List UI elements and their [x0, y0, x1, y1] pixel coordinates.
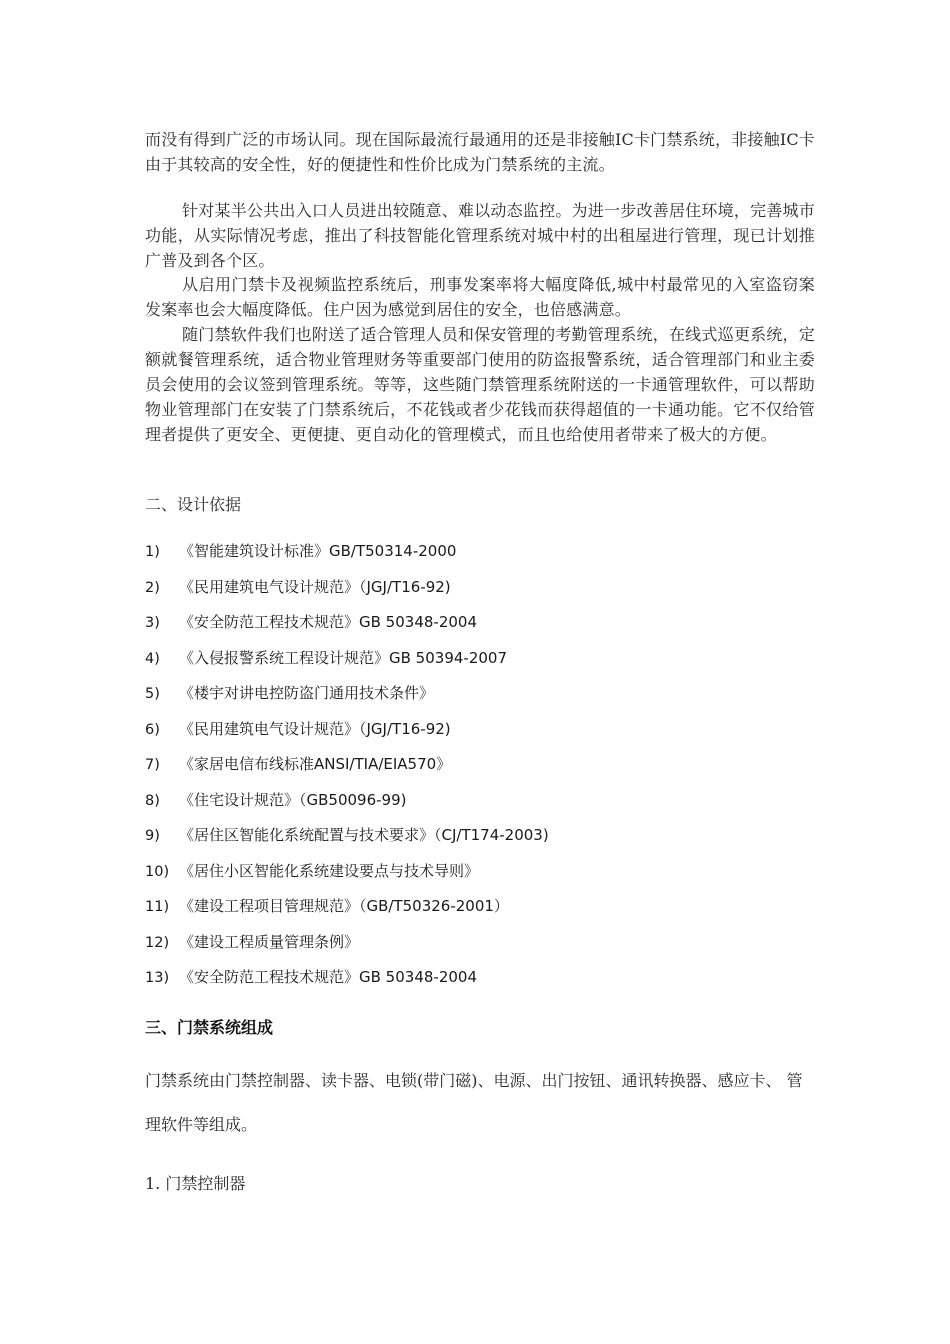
list-item-number: 10): [145, 863, 170, 880]
list-item-number: 12): [145, 934, 170, 951]
list-item-text: 《建设工程质量管理条例》: [179, 932, 360, 951]
list-item-text: 《智能建筑设计标准》GB/T50314-2000: [179, 542, 457, 560]
intro-paragraph-4: 随门禁软件我们也附送了适合管理人员和保安管理的考勤管理系统，在线式巡更系统，定额就餐管理系统，适合物业管理财务等重要部门使用的防盗报警系统，适合管理部门和业主委员会使用的会议签到管理系统。等等，这些随门禁管理系统附送的一卡通管理软件，可以帮助物业管理部门在安装了门禁系统后，不花钱或者少花钱而获得超值的一卡通功能。它不仅给管理者提供了更安全、更便捷、更自动化的管理模式，而且也给使用者带来了极大的方便。: [145, 325, 815, 444]
list-item-text: 《安全防范工程技术规范》GB 50348-2004: [179, 968, 477, 986]
list-item: [145, 824, 825, 860]
list-item-number: 13): [145, 970, 170, 986]
list-item: [145, 611, 825, 647]
section-heading-design-basis: 二、设计依据: [145, 495, 242, 514]
reference-standards-list: [145, 540, 825, 1002]
list-item: [145, 718, 825, 754]
intro-paragraph-3: 从启用门禁卡及视频监控系统后，刑事发案率将大幅度降低,城中村最常见的入室盗窃案发案率也会大幅度降低。住户因为感觉到居住的安全，也倍感满意。: [145, 275, 815, 319]
list-item-text: 《民用建筑电气设计规范》（JGJ/T16-92): [179, 719, 451, 738]
list-item-text: 《楼宇对讲电控防盗门通用技术条件》: [179, 684, 435, 702]
list-item: [145, 966, 825, 1002]
list-item: [145, 753, 825, 789]
list-item: [145, 895, 825, 931]
list-item: [145, 789, 825, 825]
list-item-text: 《居住小区智能化系统建设要点与技术导则》: [179, 861, 480, 880]
list-item-text: 《入侵报警系统工程设计规范》GB 50394-2007: [179, 648, 507, 667]
list-item-text: 《住宅设计规范》（GB50096-99): [179, 790, 407, 809]
list-item-number: 3): [145, 615, 160, 631]
list-item-number: 8): [145, 792, 160, 809]
list-item-text: 《安全防范工程技术规范》GB 50348-2004: [179, 613, 477, 631]
list-item-text: 《居住区智能化系统配置与技术要求》（CJ/T174-2003): [179, 826, 549, 844]
list-item: [145, 860, 825, 896]
system-composition-paragraph: 门禁系统由门禁控制器、读卡器、电锁(带门磁)、电源、出门按钮、通讯转换器、感应卡、 管理软件等组成。: [145, 1071, 803, 1134]
list-item: [145, 576, 825, 612]
section-heading-system-composition: 三、门禁系统组成: [145, 1018, 274, 1037]
subheading-door-controller: 1. 门禁控制器: [145, 1174, 246, 1193]
list-item-number: 7): [145, 757, 160, 773]
list-item: [145, 931, 825, 967]
list-item-number: 1): [145, 544, 160, 560]
list-item-text: 《建设工程项目管理规范》（GB/T50326-2001）: [179, 897, 509, 915]
list-item-number: 9): [145, 828, 160, 844]
list-item: [145, 647, 825, 683]
list-item-text: 《民用建筑电气设计规范》（JGJ/T16-92): [179, 577, 451, 596]
list-item-number: 6): [145, 721, 160, 738]
intro-paragraph-1: 而没有得到广泛的市场认同。现在国际最流行最通用的还是非接触IC卡门禁系统，非接触IC卡由于其较高的安全性，好的便捷性和性价比成为门禁系统的主流。: [145, 130, 815, 174]
intro-paragraph-2: 针对某半公共出入口人员进出较随意、难以动态监控。为进一步改善居住环境，完善城市功能，从实际情况考虑，推出了科技智能化管理系统对城中村的出租屋进行管理，现已计划推广普及到各个区。: [145, 201, 815, 270]
list-item-number: 11): [145, 899, 170, 915]
list-item: [145, 682, 825, 718]
list-item-text: 《家居电信布线标准ANSI/TIA/EIA570》: [179, 755, 452, 773]
list-item: [145, 540, 825, 576]
list-item-number: 5): [145, 686, 160, 702]
list-item-number: 2): [145, 579, 160, 596]
list-item-number: 4): [145, 650, 160, 667]
